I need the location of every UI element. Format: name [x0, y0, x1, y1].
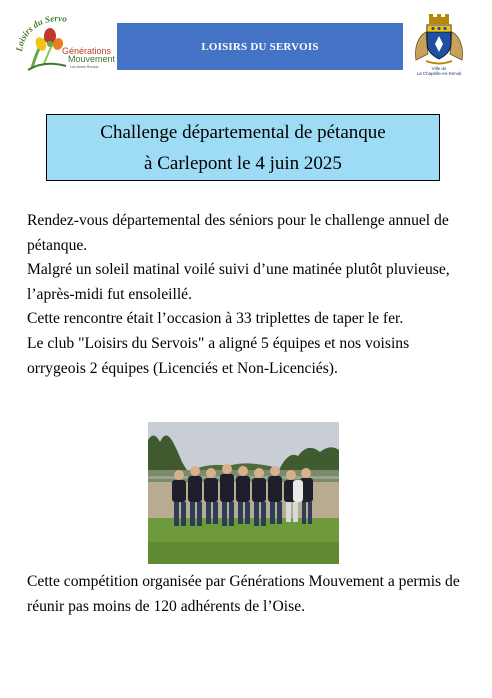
article-title-box: [46, 114, 440, 181]
body-paragraph: Malgré un soleil matinal voilé suivi d’une matinée plutôt pluvieuse, l’après-midi fut ensoleillé.: [27, 261, 450, 303]
logo-mouvement-text: Mouvement: [68, 54, 116, 64]
body-paragraph: Le club "Loisirs du Servois" a aligné 5 équipes et nos voisins orrygeois 2 équipes (Licenciés et Non-Licenciés).: [27, 334, 410, 377]
town-caption-line1: Ville de: [431, 66, 447, 71]
logo-club-name: Loisirs du Servo: [14, 14, 68, 53]
conclusion-paragraph: Cette compétition organisée par Générations Mouvement a permis de réunir pas moins de 120 adhérents de l’Oise.: [27, 573, 460, 615]
article-conclusion: [27, 570, 467, 619]
generations-mouvement-logo: [14, 14, 116, 74]
logo-generations-text: Générations: [62, 46, 112, 56]
title-line-1: Challenge départemental de pétanque: [100, 121, 386, 143]
article-body: [27, 209, 467, 381]
logo-tagline: Les Aînés Ruraux: [70, 65, 99, 69]
header-banner: [117, 23, 403, 70]
town-coat-of-arms-logo: [412, 14, 466, 78]
town-caption-line2: La Chapelle-en-Serval: [416, 71, 462, 76]
body-paragraph: Rendez-vous départemental des séniors pour le challenge annuel de pétanque.: [27, 212, 449, 254]
body-paragraph: Cette rencontre était l’occasion à 33 triplettes de taper le fer.: [27, 310, 404, 328]
title-line-2: à Carlepont le 4 juin 2025: [144, 152, 342, 174]
banner-title: LOISIRS DU SERVOIS: [201, 40, 319, 53]
group-photo: [148, 422, 339, 564]
